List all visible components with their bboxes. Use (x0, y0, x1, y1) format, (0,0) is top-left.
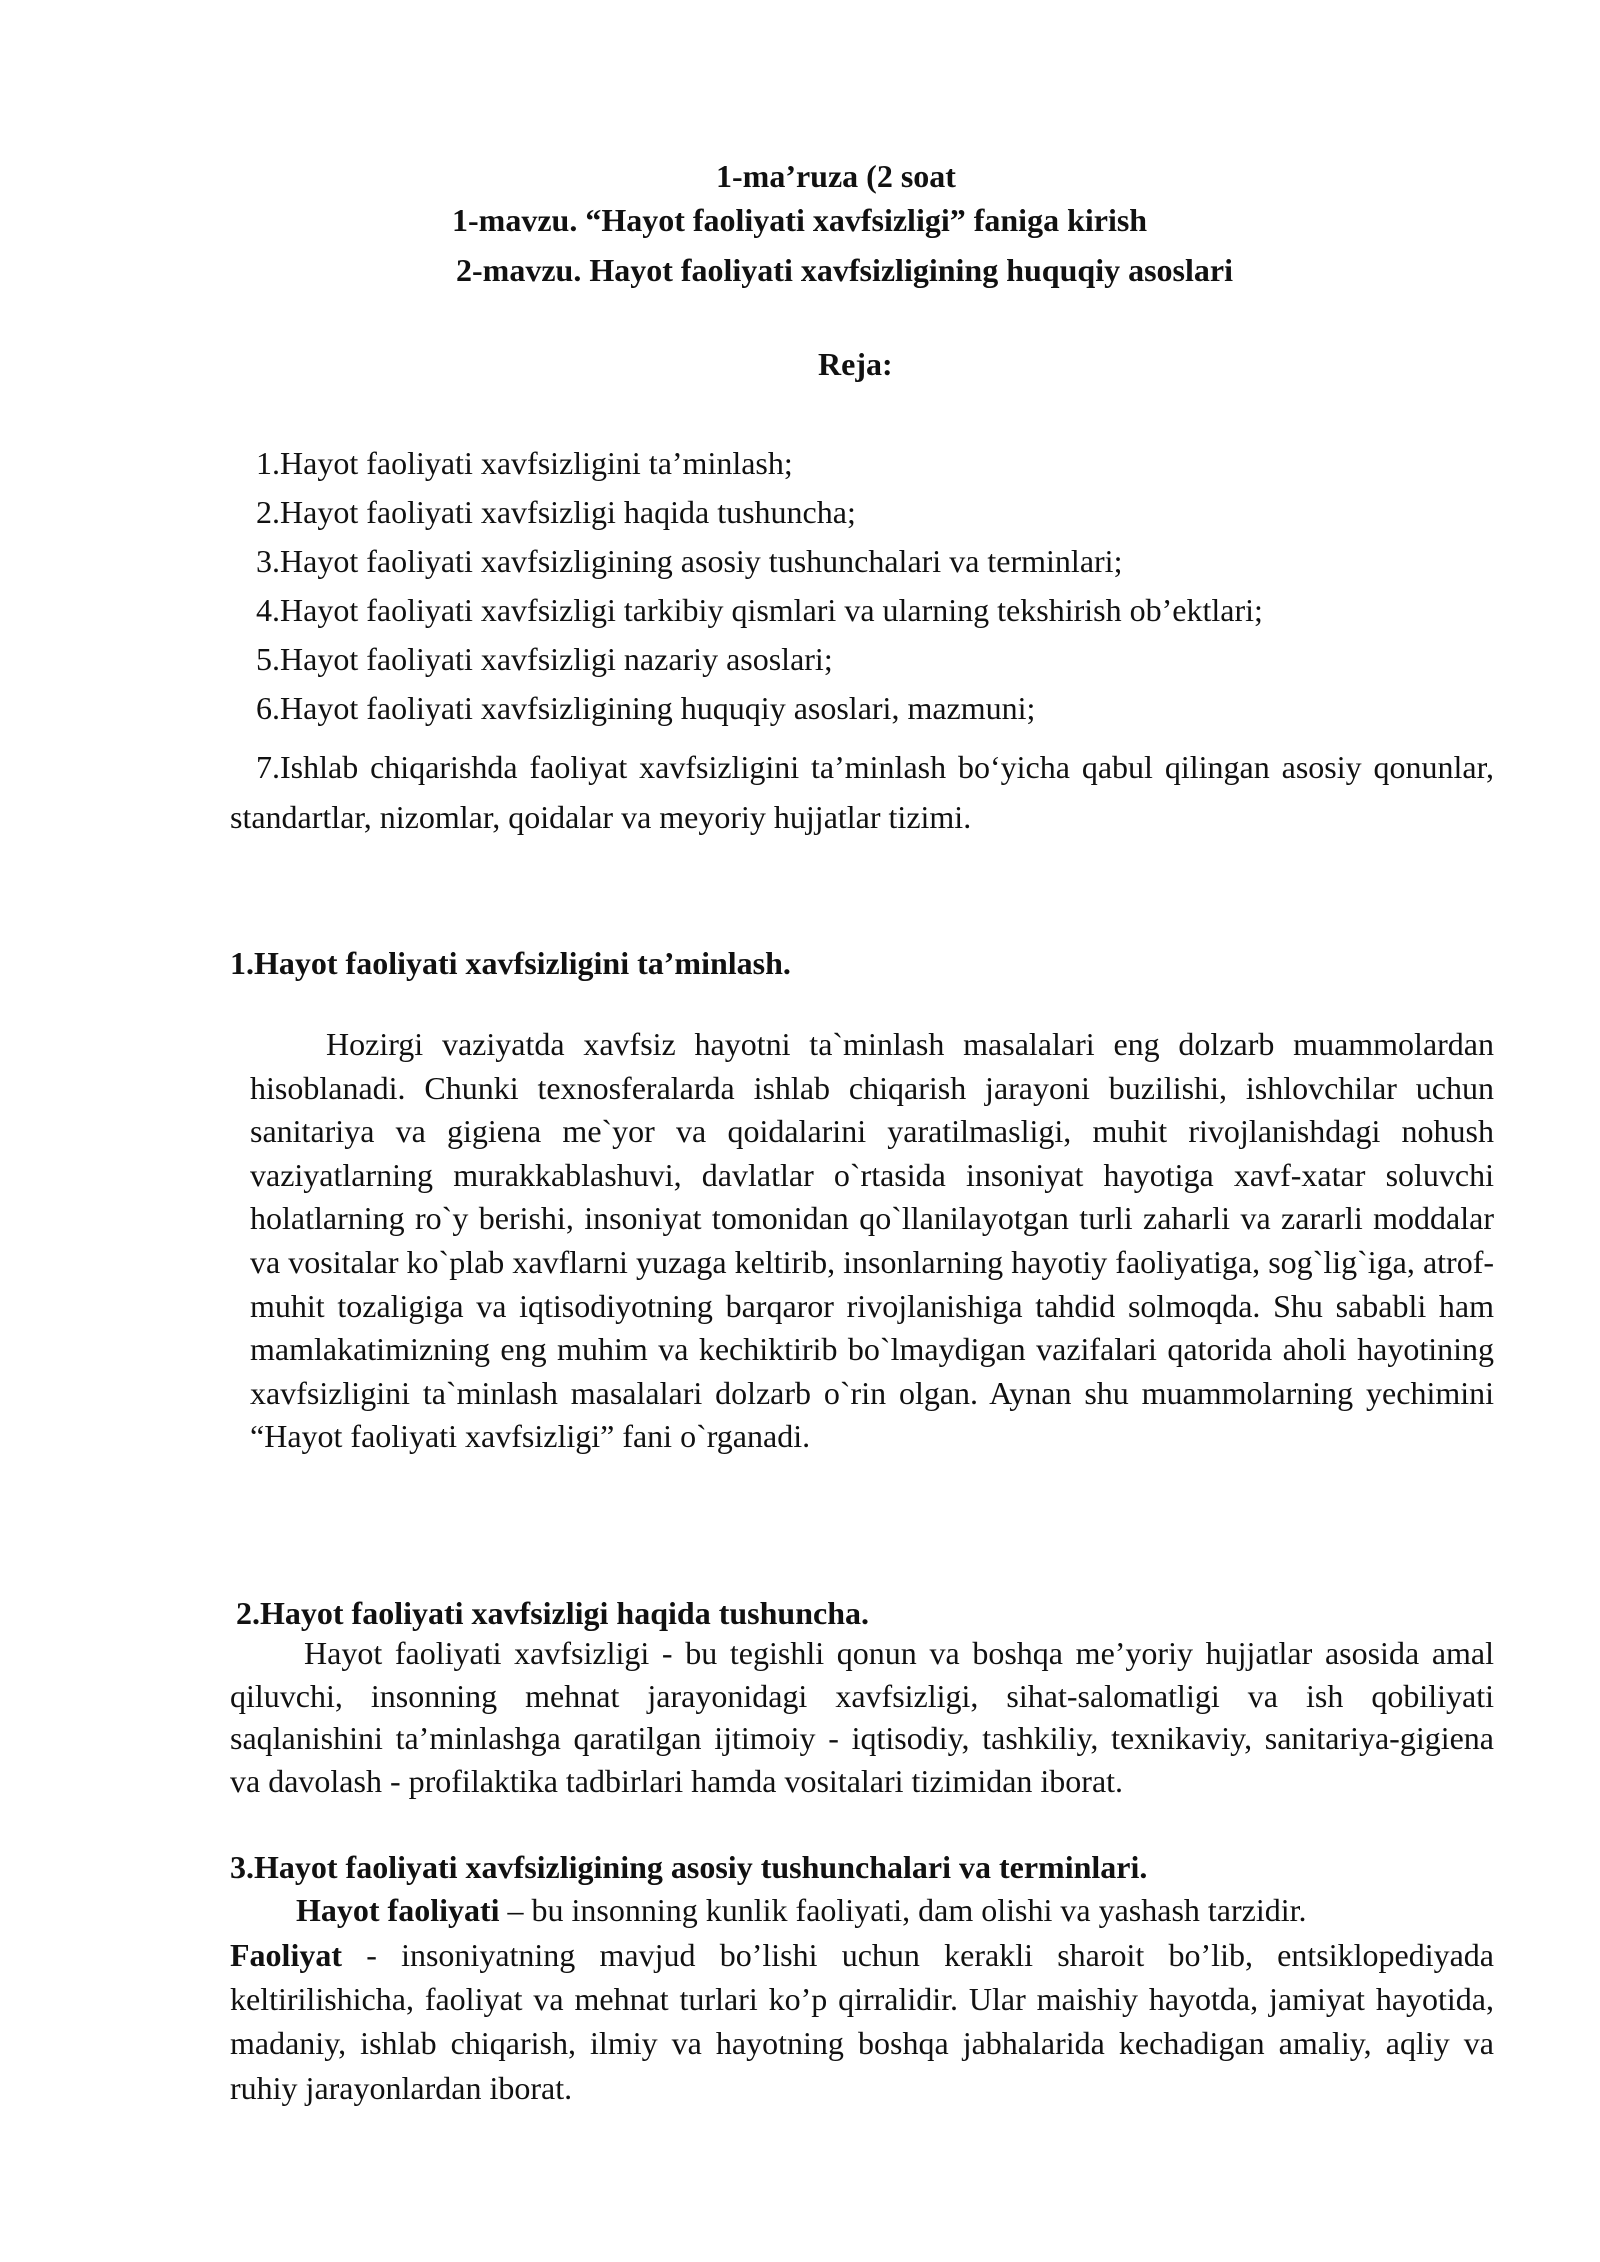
definition-text: – bu insonning kunlik faoliyati, dam olishi va yashash tarzidir. (499, 1892, 1307, 1928)
definition-hayot-faoliyati (296, 1890, 1307, 1930)
topic-1-title: 1-mavzu. “Hayot faoliyati xavfsizligi” faniga kirish (452, 202, 1148, 238)
topic-2-title: 2-mavzu. Hayot faoliyati xavfsizligining huquqiy asoslari (456, 252, 1233, 288)
plan-item: 5.Hayot faoliyati xavfsizligi nazariy asoslari; (256, 641, 833, 677)
term-hayot-faoliyati: Hayot faoliyati (296, 1892, 500, 1928)
definition-text: - insoniyatning mavjud bo’lishi uchun kerakli sharoit bo’lib, entsiklopediyada keltirilishicha, faoliyat va mehnat turlari ko’p qirralidir. Ular maishiy hayotda, jamiyat hayotida, madaniy, ishlab chiqarish, ilmiy va hayotning boshqa jabhalarida kechadigan amaliy, aqliy va ruhiy jarayonlardan iborat. (230, 1937, 1494, 2106)
plan-item: 3.Hayot faoliyati xavfsizligining asosiy tushunchalari va terminlari; (256, 543, 1123, 579)
lecture-title: 1-ma’ruza (2 soat (716, 158, 956, 194)
plan-item: 7.Ishlab chiqarishda faoliyat xavfsizligini ta’minlash bo‘yicha qabul qilingan asosiy qonunlar, standartlar, nizomlar, qoidalar va meyoriy hujjatlar tizimi. (230, 749, 1494, 835)
plan-item: 6.Hayot faoliyati xavfsizligining huquqiy asoslari, mazmuni; (256, 690, 1036, 726)
plan-item: 1.Hayot faoliyati xavfsizligini ta’minlash; (256, 445, 793, 481)
section-3-heading: 3.Hayot faoliyati xavfsizligining asosiy tushunchalari va terminlari. (230, 1849, 1148, 1885)
plan-item: 2.Hayot faoliyati xavfsizligi haqida tushuncha; (256, 494, 856, 530)
section-1-paragraph: Hozirgi vaziyatda xavfsiz hayotni ta`minlash masalalari eng dolzarb muammolardan hisoblanadi. Chunki texnosferalarda ishlab chiqarish jarayoni buzilishi, ishlovchilar uchun sanitariya va gigiena me`yor va qoidalarini yaratilmasligi, muhit rivojlanishdagi nohush vaziyatlarning murakkablashuvi, davlatlar o`rtasida insoniyat hayotiga xavf-xatar soluvchi holatlarning ro`y berishi, insoniyat tomonidan qo`llanilayotgan turli zaharli va zararli moddalar va vositalar ko`plab xavflarni yuzaga keltirib, insonlarning hayotiy faoliyatiga, sog`lig`iga, atrof-muhit tozaligiga va iqtisodiyotning barqaror rivojlanishiga tahdid solmoqda. Shu sababli ham mamlakatimizning eng muhim va kechiktirib bo`lmaydigan vazifalari qatorida aholi hayotining xavfsizligini ta`minlash masalalari dolzarb o`rin olgan. Aynan shu muammolarning yechimini “Hayot faoliyati xavfsizligi” fani o`rganadi. (250, 1026, 1494, 1455)
section-1-heading: 1.Hayot faoliyati xavfsizligini ta’minlash. (230, 945, 791, 981)
section-2-paragraph: Hayot faoliyati xavfsizligi - bu tegishli qonun va boshqa me’yoriy hujjatlar asosida amal qiluvchi, insonning mehnat jarayonidagi xavfsizligi, sihat-salomatligi va ish qobiliyati saqlanishini ta’minlashga qaratilgan ijtimoiy - iqtisodiy, tashkiliy, texnikaviy, sanitariya-gigiena va davolash - profilaktika tadbirlari hamda vositalari tizimidan iborat. (230, 1635, 1494, 1799)
plan-title: Reja: (818, 346, 893, 382)
section-2-heading: 2.Hayot faoliyati xavfsizligi haqida tushuncha. (236, 1595, 869, 1631)
definition-faoliyat (230, 1933, 1494, 2110)
term-faoliyat: Faoliyat (230, 1937, 342, 1973)
plan-item: 4.Hayot faoliyati xavfsizligi tarkibiy qismlari va ularning tekshirish ob’ektlari; (256, 592, 1263, 628)
